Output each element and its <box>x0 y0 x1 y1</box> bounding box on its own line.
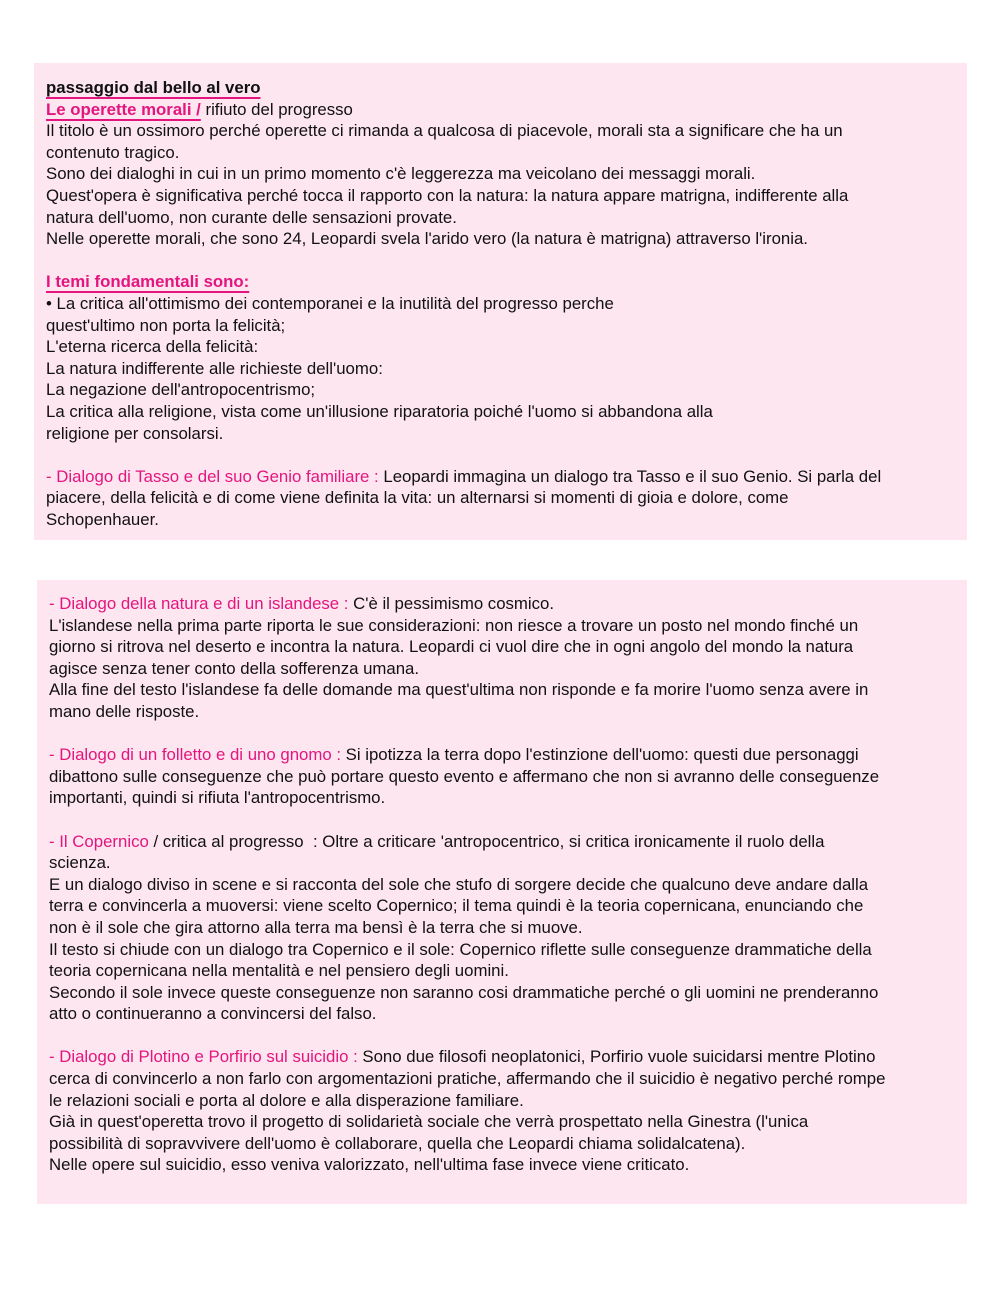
copernico-line: E un dialogo diviso in scene e si racconta del sole che stufo di sorgere decide che qualcuno deve andare dalla <box>49 874 869 894</box>
plotino-line: Nelle opere sul suicidio, esso veniva valorizzato, nell'ultima fase invece viene criticato. <box>49 1155 690 1175</box>
tasso-line: Schopenhauer. <box>46 509 159 529</box>
section-title <box>46 77 955 99</box>
intro-line: contenuto tragico. <box>46 142 180 162</box>
folletto-line: dibattono sulle conseguenze che può portare questo evento e affermano che non si avranno delle conseguenze <box>49 766 880 786</box>
islandese-line: agisce senza tener conto della sofferenza umana. <box>49 658 420 678</box>
copernico-paragraph <box>49 831 955 853</box>
section-heading <box>46 99 955 121</box>
copernico-label: - Il Copernico <box>49 831 149 851</box>
tasso-label: - Dialogo di Tasso e del suo Genio familiare : <box>46 466 384 486</box>
plotino-line: Già in quest'operetta trovo il progetto di solidarietà sociale che verrà prospettato nella Ginestra (l'unica <box>49 1112 809 1132</box>
folletto-label: - Dialogo di un folletto e di uno gnomo : <box>49 745 346 765</box>
copernico-rest: / critica al progresso : Oltre a criticare 'antropocentrico, si critica ironicamente il ruolo della <box>148 831 825 851</box>
copernico-line: teoria copernicana nella mentalità e nel pensiero degli uomini. <box>49 961 509 981</box>
heading-pink: Le operette morali / <box>46 99 201 119</box>
folletto-line: importanti, quindi si rifiuta l'antropocentrismo. <box>49 788 386 808</box>
copernico-line: scienza. <box>49 853 111 873</box>
tasso-text: Leopardi immagina un dialogo tra Tasso e il suo Genio. Si parla del <box>383 466 882 486</box>
islandese-line: giorno si ritrova nel deserto e incontra la natura. Leopardi ci vuol dire che in ogni angolo del mondo la natura <box>49 637 854 657</box>
islandese-line: L'islandese nella prima parte riporta le sue considerazioni: non riesce a trovare un posto nel mondo finché un <box>49 615 859 635</box>
plotino-line: possibilità di sopravvivere dell'uomo è collaborare, quella che Leopardi chiama solidalcatena). <box>49 1133 746 1153</box>
copernico-line: Secondo il sole invece queste conseguenze non saranno cosi drammatiche perché o gli uomini ne prenderanno <box>49 982 879 1002</box>
copernico-line: Il testo si chiude con un dialogo tra Copernico e il sole: Copernico riflette sulle conseguenze drammatiche della <box>49 939 872 959</box>
theme-line: La natura indifferente alle richieste dell'uomo: <box>46 358 383 378</box>
themes-heading-text: I temi fondamentali sono: <box>46 272 250 292</box>
islandese-text: C'è il pessimismo cosmico. <box>353 594 555 613</box>
copernico-line: terra e convincerla a muoversi: viene scelto Copernico; il tema quindi è la teoria copernicana, enunciando che <box>49 896 864 916</box>
title-text: passaggio dal bello al vero <box>46 78 261 97</box>
plotino-paragraph <box>49 1046 955 1068</box>
theme-line: L'eterna ricerca della felicità: <box>46 337 259 357</box>
intro-line: natura dell'uomo, non curante delle sensazioni provate. <box>46 207 457 227</box>
folletto-text: Si ipotizza la terra dopo l'estinzione dell'uomo: questi due personaggi <box>345 745 859 765</box>
themes-heading <box>46 271 955 293</box>
theme-line: • La critica all'ottimismo dei contemporanei e la inutilità del progresso perche <box>46 293 614 313</box>
tasso-paragraph <box>46 466 955 488</box>
islandese-label: - Dialogo della natura e di un islandese : <box>49 594 354 613</box>
plotino-text: Sono due filosofi neoplatonici, Porfirio vuole suicidarsi mentre Plotino <box>362 1047 876 1067</box>
tasso-line: piacere, della felicità e di come viene definita la vita: un alternarsi si momenti di gioia e dolore, come <box>46 488 789 508</box>
theme-line: religione per consolarsi. <box>46 423 224 443</box>
islandese-paragraph <box>49 593 955 615</box>
islandese-line: Alla fine del testo l'islandese fa delle domande ma quest'ultima non risponde e fa morire l'uomo senza avere in <box>49 680 869 700</box>
theme-line: quest'ultimo non porta la felicità; <box>46 315 286 335</box>
note-box-dialoghi <box>37 580 967 1204</box>
copernico-line: atto o continueranno a convincersi del falso. <box>49 1004 377 1024</box>
plotino-line: le relazioni sociali e porta al dolore e alla disperazione familiare. <box>49 1090 524 1110</box>
intro-line: Il titolo è un ossimoro perché operette ci rimanda a qualcosa di piacevole, morali sta a significare che ha un <box>46 121 843 141</box>
intro-line: Nelle operette morali, che sono 24, Leopardi svela l'arido vero (la natura è matrigna) attraverso l'ironia. <box>46 229 808 249</box>
plotino-label: - Dialogo di Plotino e Porfirio sul suicidio : <box>49 1047 363 1067</box>
plotino-line: cerca di convincerlo a non farlo con argomentazioni pratiche, affermando che il suicidio è negativo perché rompe <box>49 1069 886 1089</box>
theme-line: La critica alla religione, vista come un'illusione riparatoria poiché l'uomo si abbandona alla <box>46 401 713 421</box>
theme-line: La negazione dell'antropocentrismo; <box>46 380 316 400</box>
note-box-operette-morali <box>34 63 967 540</box>
copernico-line: non è il sole che gira attorno alla terra ma bensì è la terra che si muove. <box>49 917 583 937</box>
intro-line: Sono dei dialoghi in cui in un primo momento c'è leggerezza ma veicolano dei messaggi morali. <box>46 164 756 184</box>
islandese-line: mano delle risposte. <box>49 701 200 721</box>
folletto-paragraph <box>49 744 955 766</box>
intro-line: Quest'opera è significativa perché tocca il rapporto con la natura: la natura appare matrigna, indifferente alla <box>46 185 849 205</box>
heading-rest: rifiuto del progresso <box>200 99 353 119</box>
